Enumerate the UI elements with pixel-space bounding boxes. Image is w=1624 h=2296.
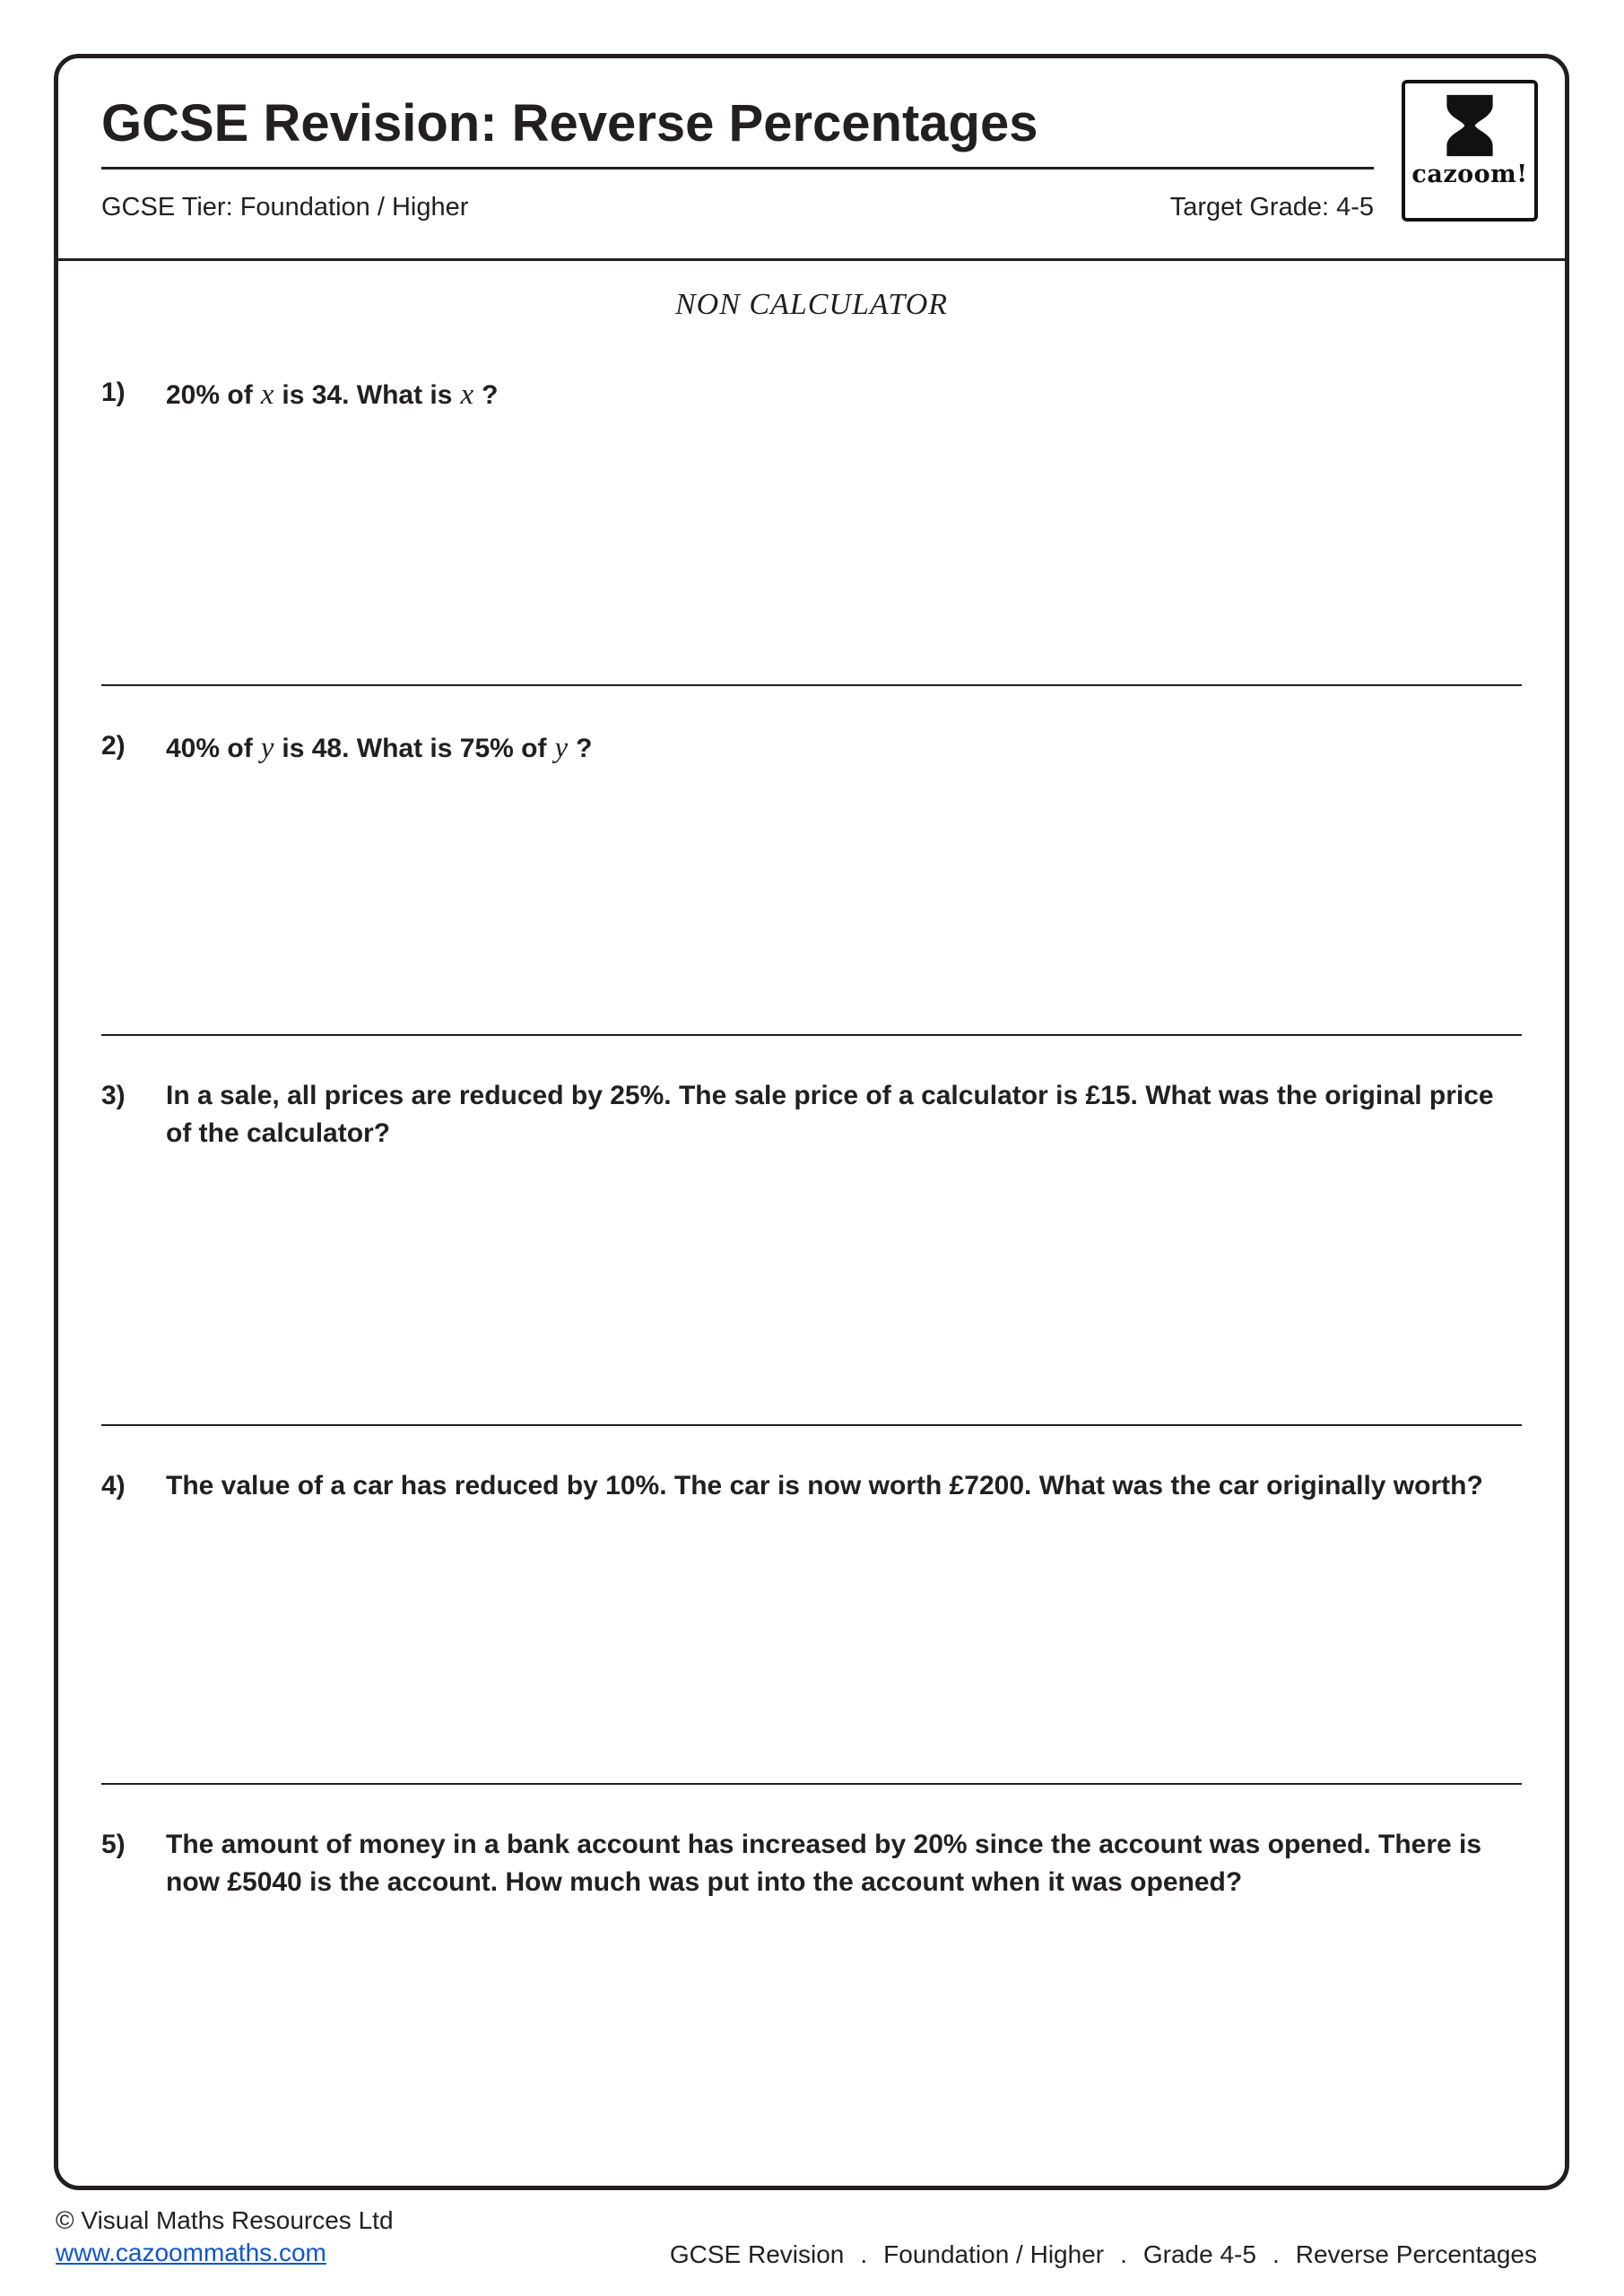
question-text-segment: 20% of [166, 379, 253, 410]
breadcrumb-separator: . [860, 2239, 868, 2268]
question-4 [101, 1426, 1522, 1506]
math-variable: x [260, 378, 274, 411]
hourglass-icon [1441, 92, 1498, 159]
question-text: In a sale, all prices are reduced by 25%. The sale price of a calculator is £15. What was the original price of the calculator? [166, 1080, 1494, 1149]
worksheet-border [54, 54, 1569, 2190]
math-variable: x [460, 378, 474, 411]
question-number: 5) [101, 1829, 126, 1859]
question-text [166, 374, 1522, 416]
breadcrumb-item: Foundation / Higher [883, 2239, 1105, 2268]
breadcrumb-item: Grade 4-5 [1142, 2239, 1256, 2268]
question-text-segment: ? [576, 733, 593, 763]
page-title: GCSE Revision: Reverse Percentages [101, 94, 1374, 170]
question-text-segment: ? [482, 379, 499, 410]
breadcrumb-item: Reverse Percentages [1295, 2239, 1537, 2268]
breadcrumb-separator: . [1272, 2239, 1280, 2268]
question-block-3 [101, 1036, 1522, 1426]
worksheet-body [58, 261, 1565, 2179]
question-3 [101, 1036, 1522, 1153]
cazoom-logo [1402, 80, 1538, 222]
math-variable: y [554, 731, 569, 764]
breadcrumb-separator: . [1120, 2239, 1127, 2268]
question-number: 1) [101, 377, 126, 407]
question-1 [101, 322, 1522, 416]
question-text-segment: is 34. What is [282, 379, 453, 410]
math-variable: y [260, 731, 274, 764]
question-number: 4) [101, 1470, 126, 1500]
question-text-segment: is 48. What is 75% of [282, 733, 547, 763]
question-text-segment: 40% of [166, 733, 253, 763]
copyright-text: © Visual Maths Resources Ltd [56, 2206, 394, 2234]
tier-label: GCSE Tier: Foundation / Higher [101, 192, 469, 222]
question-number: 2) [101, 730, 126, 761]
question-block-2 [101, 686, 1522, 1036]
footer-left [56, 2205, 394, 2270]
footer [56, 2205, 1569, 2270]
question-block-4 [101, 1426, 1522, 1785]
question-2 [101, 686, 1522, 770]
breadcrumb-item: GCSE Revision [669, 2239, 845, 2268]
question-block-5 [101, 1785, 1522, 2179]
section-title: NON CALCULATOR [674, 287, 949, 321]
logo-text: cazoom! [1411, 161, 1528, 188]
question-text: The value of a car has reduced by 10%. The car is now worth £7200. What was the car originally worth? [166, 1470, 1483, 1500]
question-5 [101, 1785, 1522, 1902]
website-link[interactable]: www.cazoommaths.com [56, 2239, 326, 2267]
question-text [166, 727, 1522, 770]
question-number: 3) [101, 1080, 126, 1110]
header [58, 58, 1565, 258]
question-block-1 [101, 261, 1522, 686]
question-text: The amount of money in a bank account has increased by 20% since the account was opened. There is now £5040 is the account. How much was put into the account when it was opened? [166, 1829, 1482, 1898]
footer-breadcrumb [670, 2240, 1569, 2270]
target-grade-label: Target Grade: 4-5 [1169, 192, 1374, 222]
subheader [101, 170, 1374, 258]
